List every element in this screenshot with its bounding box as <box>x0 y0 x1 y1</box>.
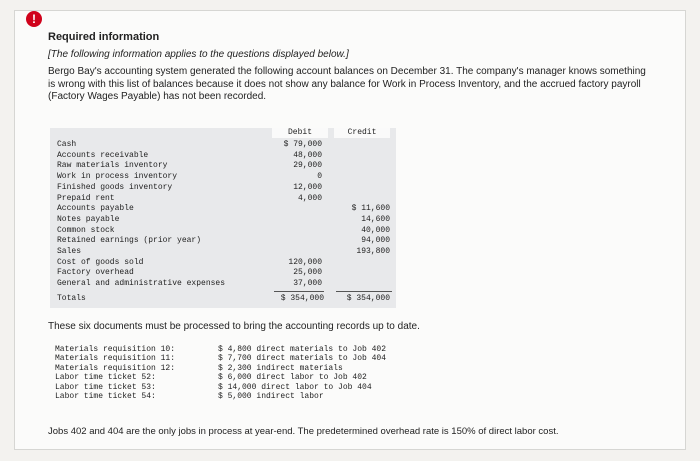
credit-header: Credit <box>334 128 390 138</box>
document-name: Materials requisition 10: <box>55 345 176 354</box>
credit-amount: 193,800 <box>356 247 390 256</box>
account-name: Cash <box>57 140 77 149</box>
document-detail: $ 7,700 direct materials to Job 404 <box>218 354 387 364</box>
account-name: Work in process inventory <box>57 172 178 182</box>
credit-amount: $ 11,600 <box>351 204 390 214</box>
account-name: Notes payable <box>57 214 120 224</box>
credit-amount: 94,000 <box>361 236 390 246</box>
alert-icon: ! <box>26 11 42 27</box>
document-detail: $ 5,000 indirect labor <box>218 392 324 401</box>
document-detail: $ 14,000 direct labor to Job 404 <box>218 382 372 392</box>
credit-amount: 40,000 <box>361 225 390 235</box>
account-name: Sales <box>57 247 82 256</box>
document-name: Materials requisition 11: <box>55 354 176 364</box>
document-name: Labor time ticket 54: <box>55 392 156 401</box>
account-name: Finished goods inventory <box>57 182 173 192</box>
account-name: Cost of goods sold <box>57 257 144 267</box>
debit-amount: 4,000 <box>297 193 322 203</box>
credit-amount: 14,600 <box>361 214 390 224</box>
intro-paragraph: Bergo Bay's accounting system generated the following account balances on December 31. The company's manager knows something is wrong with this list of balances because it does not show any balance for Work in Process Inventory, and the accrued factory payroll (Factory Wages Payable) has not been recorded. <box>48 66 646 102</box>
account-name: Accounts payable <box>57 204 134 214</box>
totals-credit: $ 354,000 <box>346 293 390 303</box>
document-name: Labor time ticket 53: <box>55 382 156 392</box>
totals-debit: $ 354,000 <box>280 293 324 303</box>
account-name: Retained earnings (prior year) <box>57 236 202 246</box>
account-name: General and administrative expenses <box>57 279 226 289</box>
totals-label: Totals <box>57 293 86 303</box>
debit-amount: 25,000 <box>293 268 322 278</box>
account-balances-table <box>50 128 396 308</box>
debit-amount: 37,000 <box>293 279 322 289</box>
debit-amount: $ 79,000 <box>283 140 322 149</box>
debit-header: Debit <box>272 128 328 138</box>
total-rule <box>336 291 392 292</box>
debit-amount: 120,000 <box>288 257 322 267</box>
total-rule <box>274 291 324 292</box>
debit-amount: 29,000 <box>293 161 322 171</box>
debit-amount: 48,000 <box>293 150 322 160</box>
document-detail: $ 2,300 indirect materials <box>218 363 343 373</box>
account-name: Common stock <box>57 225 115 235</box>
document-detail: $ 4,800 direct materials to Job 402 <box>218 345 387 354</box>
section-title: Required information <box>48 31 160 43</box>
document-name: Labor time ticket 52: <box>55 373 156 383</box>
info-note: [The following information applies to the questions displayed below.] <box>48 49 349 60</box>
document-detail: $ 6,000 direct labor to Job 402 <box>218 373 367 383</box>
account-name: Factory overhead <box>57 268 134 278</box>
footer-text: Jobs 402 and 404 are the only jobs in process at year-end. The predetermined overhead rate is 150% of direct labor cost. <box>48 426 559 437</box>
instruction-text: These six documents must be processed to bring the accounting records up to date. <box>48 321 420 332</box>
debit-amount: 12,000 <box>293 182 322 192</box>
account-name: Accounts receivable <box>57 150 149 160</box>
account-name: Raw materials inventory <box>57 161 168 171</box>
account-name: Prepaid rent <box>57 193 115 203</box>
document-name: Materials requisition 12: <box>55 363 176 373</box>
debit-amount: 0 <box>317 172 322 182</box>
